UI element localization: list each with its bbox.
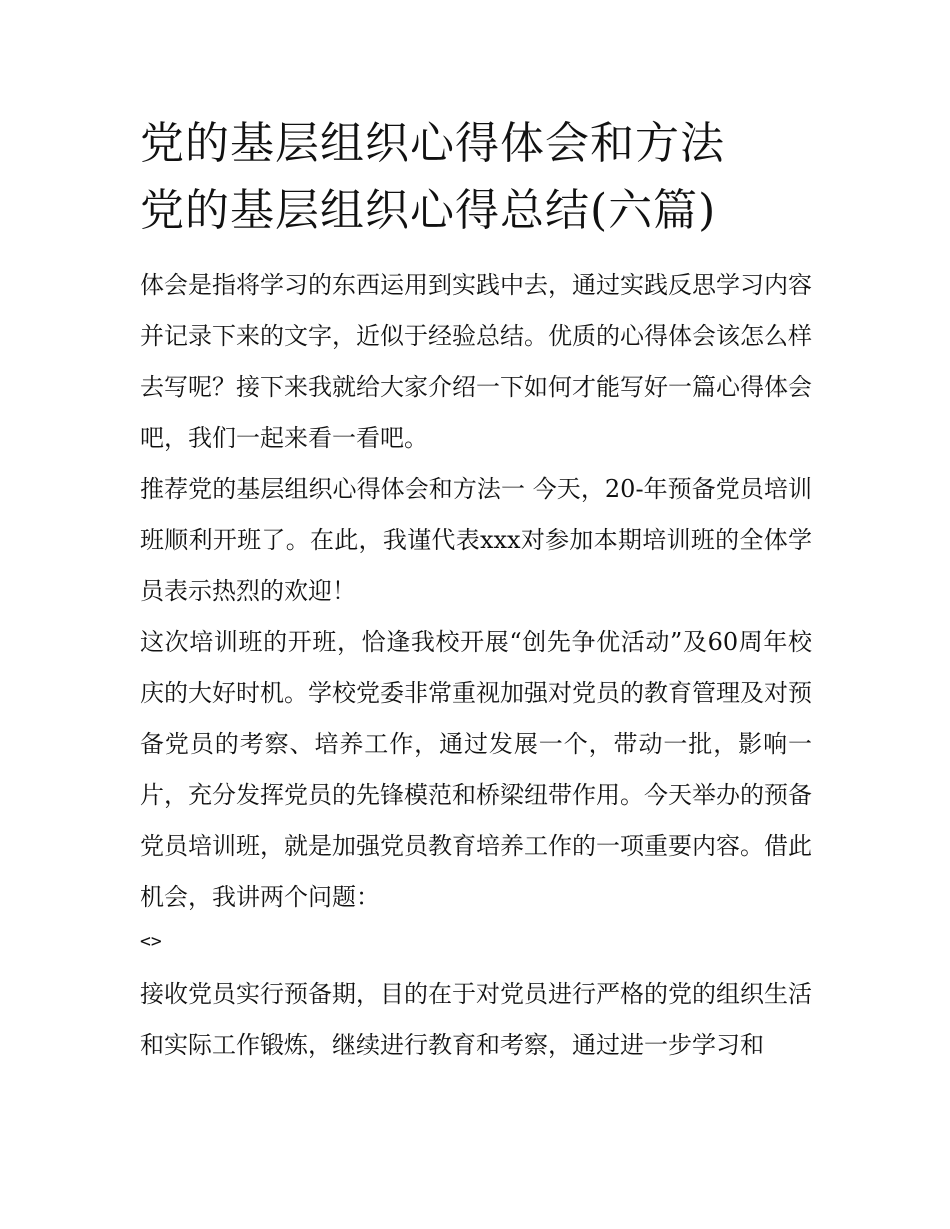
- paragraph-training-class: 这次培训班的开班，恰逢我校开展“创先争优活动”及60周年校庆的大好时机。学校党委非常重视加强对党员的教育管理及对预备党员的考察、培养工作，通过发展一个，带动一批，影响一片，充分发挥党员的先锋模范和桥梁纽带作用。今天举办的预备党员培训班，就是加强党员教育培养工作的一项重要内容。借此机会，我讲两个问题：: [140, 628, 812, 911]
- title-line-1: 党的基层组织心得体会和方法: [140, 118, 725, 169]
- paragraph-probation: 接收党员实行预备期，目的在于对党员进行严格的党的组织生活和实际工作锻炼，继续进行教育和考察，通过进一步学习和: [140, 980, 812, 1059]
- placeholder-marker: <>: [140, 931, 162, 952]
- paragraph-opening: 推荐党的基层组织心得体会和方法一 今天，20-年预备党员培训班顺利开班了。在此，我谨代表xxx对参加本期培训班的全体学员表示热烈的欢迎！: [140, 475, 812, 605]
- title-line-2: 党的基层组织心得总结(六篇): [140, 185, 717, 236]
- paragraph-intro: 体会是指将学习的东西运用到实践中去，通过实践反思学习内容并记录下来的文字，近似于经验总结。优质的心得体会该怎么样去写呢？接下来我就给大家介绍一下如何才能写好一篇心得体会吧，我们一起来看一看吧。: [140, 271, 812, 452]
- document-page: [140, 110, 812, 1071]
- document-title: [140, 110, 812, 244]
